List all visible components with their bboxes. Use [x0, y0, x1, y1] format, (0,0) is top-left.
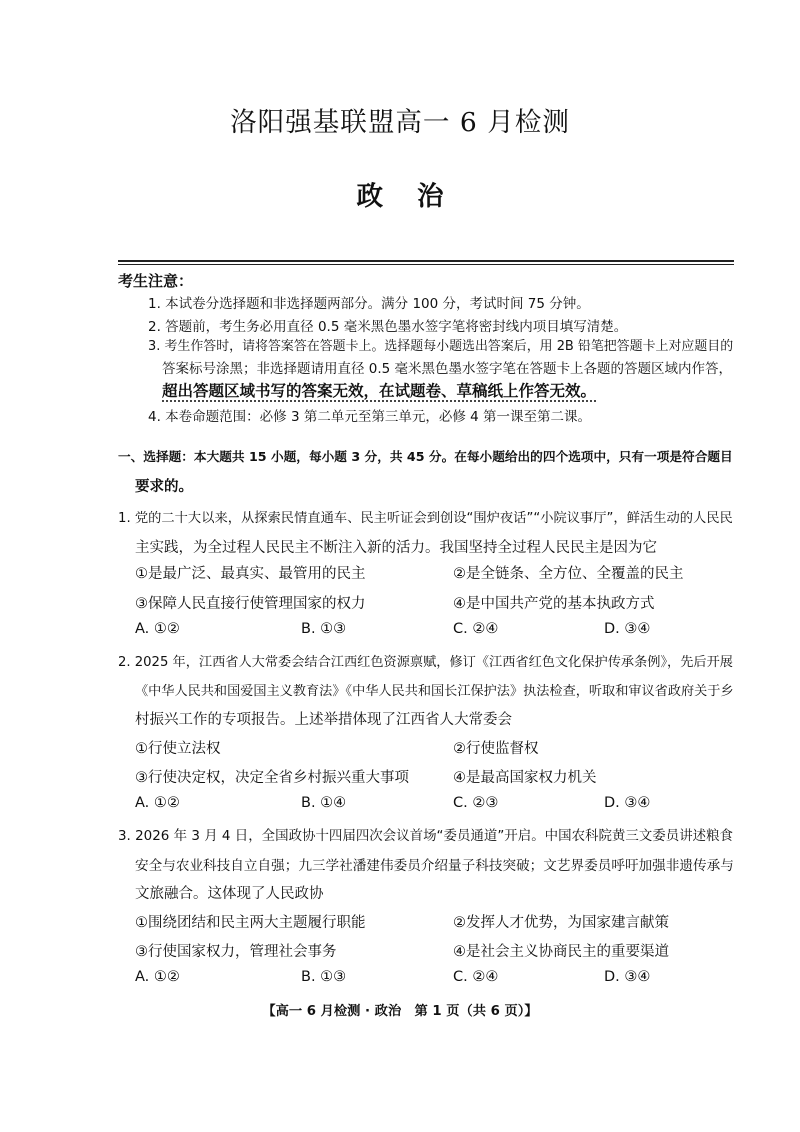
choice-d: D. ③④: [604, 621, 651, 637]
choice-b: B. ①③: [301, 969, 347, 985]
note-emphasis: 超出答题区域书写的答案无效，在试题卷、草稿纸上作答无效。: [162, 382, 597, 400]
notes-heading: 考生注意：: [118, 272, 194, 290]
section-heading: 要求的。: [135, 479, 193, 495]
statement: ④是中国共产党的基本执政方式: [453, 596, 655, 612]
statement: ③行使决定权，决定全省乡村振兴重大事项: [135, 770, 409, 786]
note-item: 3. 考生作答时，请将答案答在答题卡上。选择题每小题选出答案后，用 2B 铅笔把答题卡上对应题目的: [148, 339, 734, 354]
statement: ④是社会主义协商民主的重要渠道: [453, 944, 669, 960]
divider: [118, 264, 734, 265]
choice-b: B. ①③: [301, 621, 347, 637]
note-item: 4. 本卷命题范围：必修 3 第二单元至第三单元，必修 4 第一课至第二课。: [148, 409, 592, 425]
note-item: 1. 本试卷分选择题和非选择题两部分。满分 100 分，考试时间 75 分钟。: [148, 296, 590, 312]
page-footer: 【高一 6 月检测 · 政治 第 1 页（共 6 页）】: [262, 1004, 538, 1019]
choice-b: B. ①④: [301, 795, 347, 811]
statement: ①是最广泛、最真实、最管用的民主: [135, 566, 366, 582]
choice-d: D. ③④: [604, 969, 651, 985]
choice-a: A. ①②: [135, 795, 180, 811]
exam-title: 洛阳强基联盟高一 6 月检测: [230, 107, 570, 138]
statement: ③保障人民直接行使管理国家的权力: [135, 596, 366, 612]
question-3-stem: 3. 2026 年 3 月 4 日，全国政协十四届四次会议首场“委员通道”开启。中国农科院黄三文委员讲述粮食: [118, 829, 734, 844]
choice-d: D. ③④: [604, 795, 651, 811]
statement: ②行使监督权: [453, 741, 539, 757]
statement: ④是最高国家权力机关: [453, 770, 597, 786]
choice-c: C. ②④: [453, 621, 499, 637]
question-3-stem: 文旅融合。这体现了人民政协: [135, 886, 324, 902]
statement: ③行使国家权力，管理社会事务: [135, 944, 337, 960]
note-item: 答案标号涂黑；非选择题请用直径 0.5 毫米黑色墨水签字笔在答题卡上各题的答题区域内作答，: [162, 361, 733, 377]
question-2-stem: 《中华人民共和国爱国主义教育法》《中华人民共和国长江保护法》执法检查，听取和审议省政府关于乡: [135, 684, 734, 699]
choice-c: C. ②④: [453, 969, 499, 985]
subject-title: 政治: [356, 181, 478, 212]
choice-a: A. ①②: [135, 969, 180, 985]
question-3-stem: 安全与农业科技自立自强；九三学社潘建伟委员介绍量子科技突破；文艺界委员呼吁加强非遗传承与: [135, 858, 734, 874]
statement: ①围绕团结和民主两大主题履行职能: [135, 915, 366, 931]
divider: [118, 260, 734, 262]
statement: ①行使立法权: [135, 741, 221, 757]
statement: ②是全链条、全方位、全覆盖的民主: [453, 566, 684, 582]
question-2-stem: 2. 2025 年，江西省人大常委会结合江西红色资源禀赋，修订《江西省红色文化保护传承条例》，先后开展: [118, 655, 733, 670]
choice-a: A. ①②: [135, 621, 180, 637]
choice-c: C. ②③: [453, 795, 499, 811]
question-2-stem: 村振兴工作的专项报告。上述举措体现了江西省人大常委会: [135, 712, 512, 728]
question-1-stem: 主实践，为全过程人民民主不断注入新的活力。我国坚持全过程人民民主是因为它: [135, 540, 657, 556]
statement: ②发挥人才优势，为国家建言献策: [453, 915, 669, 931]
section-heading: 一、选择题：本大题共 15 小题，每小题 3 分，共 45 分。在每小题给出的四个选项中，只有一项是符合题目: [118, 449, 733, 464]
note-item: 2. 答题前，考生务必用直径 0.5 毫米黑色墨水签字笔将密封线内项目填写清楚。: [148, 319, 628, 335]
question-1-stem: 1. 党的二十大以来，从探索民情直通车、民主听证会到创设“围炉夜话”“小院议事厅”，鲜活生动的人民民: [118, 511, 733, 526]
